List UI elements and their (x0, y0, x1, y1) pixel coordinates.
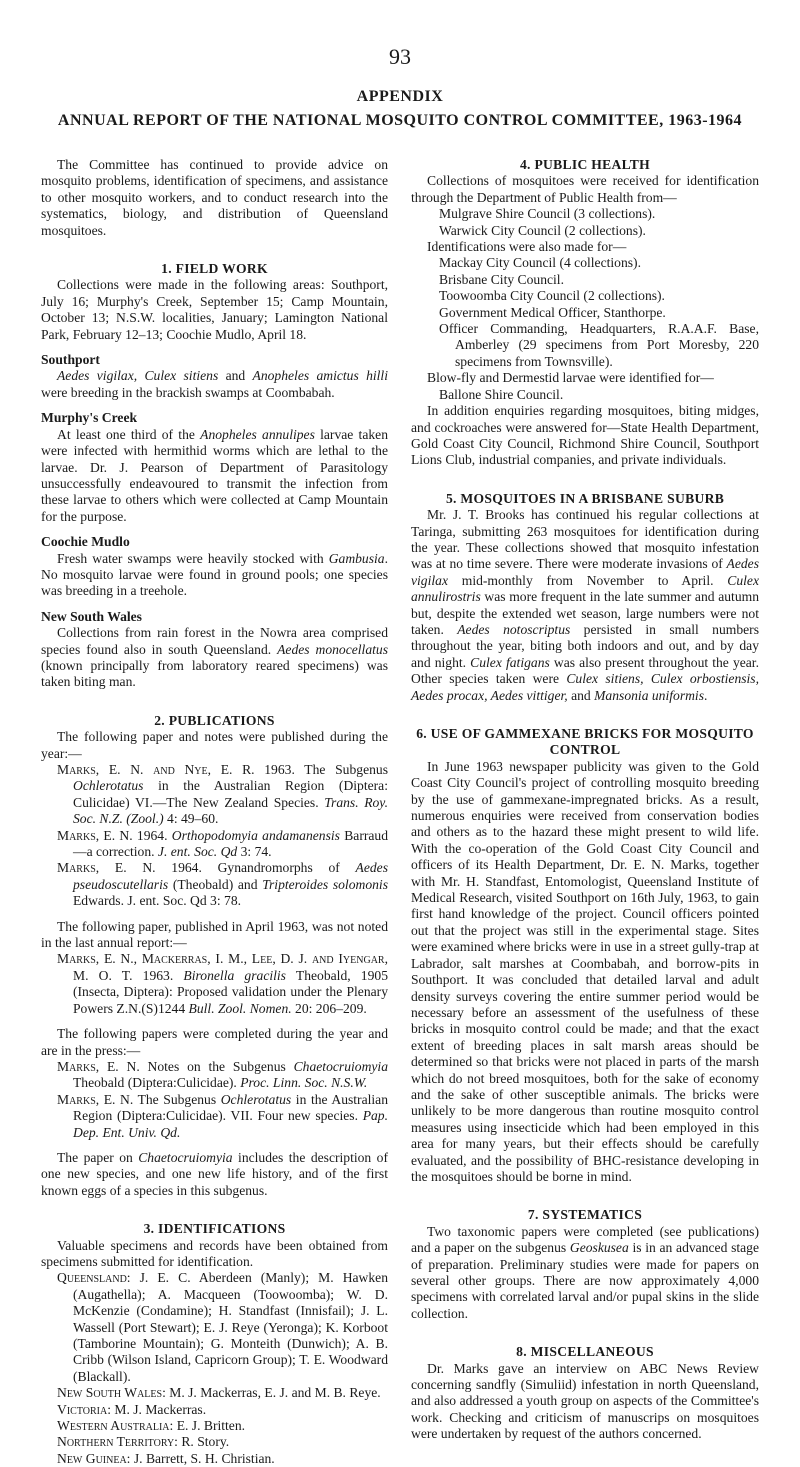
text: in the Australian Region (Diptera: Culicidae) VI.—The New Zealand Species. (73, 778, 388, 810)
text: (Theobald) and (168, 876, 263, 892)
nsw-paragraph (41, 625, 388, 691)
reference (57, 1092, 388, 1141)
right-column (411, 157, 759, 1443)
region-name: Western Australia: (57, 1418, 174, 1434)
text: . No mosquito larvae were found in ground pools; one species was breeding in a treehole. (41, 550, 388, 599)
list-item: Toowoomba City Council (2 collections). (439, 288, 665, 304)
taxon: Orthopodomyia andamanensis (171, 827, 340, 843)
reference (57, 951, 388, 1017)
taxon: Ochlerotatus (220, 1091, 292, 1107)
species-name: Aedes notoscriptus (457, 621, 571, 637)
field-work-heading: 1. FIELD WORK (161, 261, 268, 277)
list-item: Government Medical Officer, Stanthorpe. (439, 304, 666, 320)
southport-paragraph (41, 368, 388, 401)
list-item: Mulgrave Shire Council (3 collections). (439, 206, 656, 222)
gammexane-heading: 6. USE OF GAMMEXANE BRICKS FOR MOSQUITO CONTROL (416, 726, 754, 758)
species-name: Culex annulirostris (411, 572, 759, 605)
text: Fresh water swamps were heavily stocked with (57, 550, 329, 566)
species-name: Aedes vigilax (411, 556, 759, 588)
reference (57, 1059, 388, 1092)
text: Notes on the Subgenus (139, 1058, 294, 1074)
publications-intro-2: The following paper, published in April 1963, was not noted in the last annual report:— (41, 918, 388, 951)
text: Theobald (Diptera:Culicidae). (73, 1075, 241, 1091)
public-health-intro-3: Blow-fly and Dermestid larvae were identified for— (427, 370, 714, 386)
gammexane-paragraph: In June 1963 newspaper publicity was given to the Gold Coast City Council's project of controlling mosquito breeding by the use of gammexane-impregnated bricks. As a result, numerous enquiries were received from conservation bodies and others as to the hazard these might present to wild life. With the co-operation of the Gold Coast City Council and officers of its Health Department, Dr. E. N. Marks, together with Mr. H. Standfast, Entomologist, Queensland Institute of Medical Research, visited Southport on 16th July, 1963, to gain first hand knowledge of the project. Council officers pointed out that the project was still in the experimental stage. Sites were examined where bricks were in use in a street gully-trap at Labrador, salt marshes at Coombabah, and borrow-pits in Southport. It was concluded that detailed larval and adult density surveys covering the entire summer period would be necessary before an assessment of the usefulness of these bricks in mosquito control could be made; and that the exact extent of breeding places in salt marsh areas should be determined so that bricks were not placed in parts of the marsh which do not breed mosquitoes, both for the sake of economy and the sake of other susceptible animals. The bricks were unlikely to be more dangerous than routine mosquito control measures using insecticide which had been employed in this area for many years, but their effects should be carefully evaluated, and the possibility of BHC-resistance developing in the mosquitoes should be borne in mind. (411, 758, 759, 1184)
page-number: 93 (389, 44, 411, 69)
list-item: Warwick City Council (2 collections). (439, 222, 646, 238)
taxon: Chaetocruiomyia (293, 1058, 388, 1074)
text: 3: 74. (237, 844, 272, 860)
reference (57, 762, 388, 828)
ref-authors: Marks, E. N. and Nye, E. R. 1963. (57, 762, 295, 777)
species-name: Culex sitiens, Culex orbostiensis, Aedes procax, Aedes vittiger, (411, 671, 759, 703)
intro-paragraph: The Committee has continued to provide advice on mosquito problems, identification of specimens, and assistance to other mosquito workers, and to conduct research into the systematics, biology, and distribution of Queensland mosquitoes. (41, 157, 388, 238)
text: in the Australian Region (Diptera:Culicidae). VII. Four new species. (73, 1091, 389, 1124)
text: The paper on (57, 1149, 139, 1165)
text: were breeding in the brackish swamps at Coombabah. (41, 384, 335, 400)
text: was more frequent in the late summer and autumn but, despite the extended wet season, large numbers were not taken. (411, 589, 759, 637)
left-column (41, 157, 388, 1467)
identifications-heading: 3. IDENTIFICATIONS (143, 1221, 286, 1237)
journal: Proc. Linn. Soc. N.S.W. (240, 1075, 368, 1091)
list-item: Brisbane City Council. (439, 271, 564, 287)
journal: Trans. Roy. Soc. N.Z. (Zool.) (73, 794, 388, 827)
text: M. J. Mackerras, E. J. and M. B. Reye. (165, 1385, 381, 1401)
publications-intro-3: The following papers were completed during the year and are in the press:— (41, 1026, 388, 1058)
suburb-heading: 5. MOSQUITOES IN A BRISBANE SUBURB (445, 490, 725, 506)
miscellaneous-paragraph: Dr. Marks gave an interview on ABC News Review concerning sandfly (Simuliid) infestation in north Queensland, and also addressed a youth group on aspects of the Committee's work. Checking and criticism of manuscrips on mosquitoes were undertaken by request of the authors concerned. (411, 1360, 759, 1442)
text: J. E. C. Aberdeen (Manly); M. Hawken (Augathella); A. Macqueen (Toowoomba); W. D. McKenzie (Condamine); H. Standfast (Innisfail); J. L. Wassell (Port Stewart); E. J. Reye (Yeronga); K. Korboot (Tamborine Mountain); G. Monteith (Dunwich); A. B. Cribb (Wilson Island, Capricorn Group); T. E. Woodward (Blackall). (73, 1270, 388, 1384)
ref-authors: Marks, E. N. 1964. (57, 827, 168, 843)
text: Mr. J. T. Brooks has continued his regular collections at Taringa, submitting 263 mosquitoes for identification during the year. These collections showed that mosquito infestation was at no time severe. There were moderate invasions of (411, 507, 759, 572)
public-health-intro: Collections of mosquitoes were received for identification through the Department of Public Health from— (411, 173, 759, 205)
suburb-paragraph (411, 507, 759, 704)
text: Collections from rain forest in the Nowra area comprised species found also in south Queensland. (41, 625, 388, 657)
ref-authors: Marks, E. N. 1964. (57, 860, 202, 876)
species-name: Aedes vigilax, Culex sitiens (57, 368, 219, 384)
appendix-heading: APPENDIX (356, 88, 444, 105)
field-work-intro: Collections were made in the following areas: Southport, July 16; Murphy's Creek, September 15; Camp Mountain, October 13; N.S.W. localities, January; Lamington National Park, February 12–13; Coochie Mudlo, April 18. (41, 277, 388, 342)
taxon: Tripteroides solomonis (262, 876, 388, 892)
text: At least one third of the (57, 426, 201, 442)
text: 20: 206–209. (291, 1000, 367, 1016)
ref-authors: Marks, E. N. (57, 1058, 140, 1074)
nsw-heading: New South Wales (41, 608, 142, 624)
text: . (704, 687, 708, 703)
region-entry (57, 1451, 388, 1467)
taxon: Geoskusea (569, 1240, 629, 1256)
text (173, 968, 183, 983)
text: The Subgenus (294, 762, 388, 777)
region-name: New South Wales: (57, 1385, 166, 1401)
taxon: Chaetocruiomyia (138, 1149, 233, 1165)
coochie-mudlo-heading: Coochie Mudlo (41, 534, 130, 550)
southport-heading: Southport (41, 352, 100, 368)
region-entry (57, 1385, 388, 1401)
reference (57, 828, 388, 861)
species-name: Culex fatigans (470, 654, 550, 670)
text: J. Barrett, S. H. Christian. (130, 1450, 275, 1466)
text: persisted in small numbers throughout the year, biting both indoors and out, and by day and night. (411, 621, 759, 670)
list-item: Mackay City Council (4 collections). (439, 255, 641, 271)
text: 4: 49–60. (163, 811, 219, 827)
text: Gynandromorphs of (201, 860, 356, 876)
text: M. J. Mackerras. (110, 1401, 207, 1417)
text: The Subgenus (133, 1091, 221, 1107)
text: and (567, 687, 595, 703)
region-entry (57, 1418, 388, 1434)
region-entry (57, 1434, 388, 1450)
species-name: Aedes monocellatus (277, 641, 388, 657)
text: is in an advanced stage of preparation. Preliminary studies were made for papers on several other groups. There are now approximately 4,000 specimens with correlated larval and/or pupal skins in the slide collection. (411, 1240, 760, 1321)
text: E. J. Britten. (173, 1418, 246, 1434)
region-name: Victoria: (57, 1401, 111, 1417)
ref-authors: Marks, E. N., Mackerras, I. M., Lee, D. J. and Iyengar, M. O. T. 1963. (57, 951, 388, 983)
species-name: Mansonia uniformis (594, 687, 705, 703)
public-health-intro-2: Identifications were also made for— (427, 239, 627, 255)
text: Barraud—a correction. (73, 827, 388, 860)
systematics-heading: 7. SYSTEMATICS (527, 1207, 643, 1223)
public-health-closing: In addition enquiries regarding mosquitoes, biting midges, and cockroaches were answered for—State Health Department, Gold Coast City Council, Richmond Shire Council, Southport Lions Club, industrial companies, and private individuals. (411, 403, 759, 468)
murphys-creek-heading: Murphy's Creek (41, 410, 138, 426)
journal: Bull. Zool. Nomen. (188, 1000, 292, 1016)
text: and (218, 368, 253, 384)
list-item: Officer Commanding, Headquarters, R.A.A.F. Base, Amberley (29 specimens from Port Moresby, 220 specimens from Townsville). (439, 321, 759, 369)
public-health-heading: 4. PUBLIC HEALTH (519, 157, 651, 172)
text: was also present throughout the year. Other species taken were (411, 654, 759, 687)
reference (57, 860, 388, 909)
publications-heading: 2. PUBLICATIONS (154, 712, 275, 728)
list-item: Ballone Shire Council. (439, 386, 564, 402)
taxon: Ochlerotatus (73, 778, 144, 794)
miscellaneous-heading: 8. MISCELLANEOUS (516, 1344, 654, 1360)
region-entry (57, 1402, 388, 1418)
text: (known principally from laboratory reared specimens) was taken biting man. (41, 657, 388, 690)
coochie-mudlo-paragraph (41, 551, 388, 600)
report-title: ANNUAL REPORT OF THE NATIONAL MOSQUITO CONTROL COMMITTEE, 1963-1964 (57, 112, 743, 129)
species-name: Anopheles amictus hilli (252, 368, 388, 384)
text: Edwards. J. ent. Soc. Qd 3: 78. (73, 893, 242, 909)
publications-intro: The following paper and notes were published during the year:— (41, 729, 388, 761)
region-entry (57, 1270, 388, 1385)
journal: Pap. Dep. Ent. Univ. Qd. (73, 1108, 388, 1140)
region-name: Northern Territory: (57, 1434, 178, 1450)
text: R. Story. (177, 1434, 230, 1450)
genus-name: Gambusia (328, 550, 385, 566)
murphys-creek-paragraph (41, 427, 388, 525)
text: larvae taken were infected with hermithid worms which are lethal to the larvae. Dr. J. Pearson of Department of Parasitology unsuccessfully endeavoured to transmit the infection from these larvae to others which were collected at Camp Mountain for the purpose. (41, 426, 388, 524)
taxon: Bironella gracilis (183, 967, 286, 983)
systematics-paragraph (411, 1224, 759, 1322)
text: Two taxonomic papers were completed (see publications) and a paper on the subgenus (411, 1223, 759, 1256)
ref-authors: Marks, E. N. (57, 1091, 134, 1107)
region-name: Queensland: (57, 1270, 131, 1286)
text: Theobald, 1905 (Insecta, Diptera): Proposed validation under the Plenary Powers Z.N.(S)1244 (73, 967, 388, 1016)
text: includes the description of one new species, and one new life history, and of the first known eggs of a species in this subgenus. (41, 1149, 388, 1198)
journal: J. ent. Soc. Qd (157, 844, 238, 860)
text: mid-monthly from November to April. (448, 572, 728, 588)
identifications-intro: Valuable specimens and records have been obtained from specimens submitted for identification. (41, 1237, 388, 1269)
taxon: Aedes pseudoscutellaris (73, 860, 388, 892)
publications-closing (41, 1150, 388, 1199)
region-name: New Guinea: (57, 1450, 131, 1466)
species-name: Anopheles annulipes (200, 426, 315, 442)
